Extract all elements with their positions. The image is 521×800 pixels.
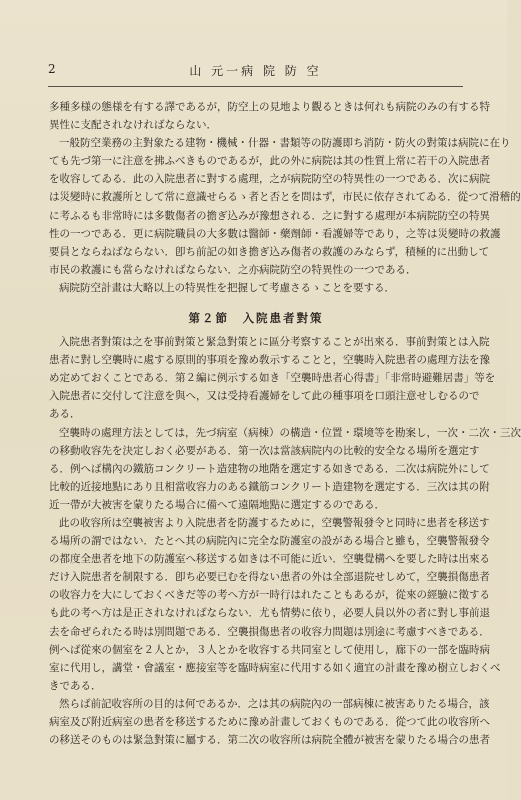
text-line: 去を命ぜられたる時は別問題である．空襲損傷患者の收容力問題は別途に考慮すべきである．	[49, 625, 490, 638]
text-line: 市民の救護にも當らなければならない．之亦病院防空の特異性の一つである．	[49, 263, 417, 276]
section-heading: 第２節 入院患者對策	[188, 311, 324, 326]
text-line: め定めておくことである．第２編に例示する如き「空襲時患者心得書」「非常時避難居書」等を	[49, 372, 496, 385]
page-header	[48, 62, 463, 84]
text-line: に考ふるも非常時には多數傷者の擔ぎ込みが豫想される．之に對する處理が本病院防空の特異	[49, 209, 490, 222]
text-line: の都度全患者を地下の防護室へ移送する如きは不可能に近い．空襲覺構へを要した時は出來る	[49, 553, 490, 566]
paragraph	[49, 514, 501, 695]
text-line: きである．	[49, 679, 102, 692]
running-title: 山 元一病 院 防 空	[189, 64, 322, 78]
text-line: 性の一つである．更に病院職員の大多數は醫師・藥劑師・看護婦等であり，之等は災變時の救護	[49, 227, 501, 240]
text-line: 異性に支配されなければならない．	[49, 119, 217, 132]
text-line: 入院患者に交付して注意を與へ，又は受持看護婦をして此の種事項を口頭注意せしむるので	[49, 390, 480, 403]
text-line: 病室及び附近病室の患者を移送するために豫め計畫しておくものである．從つて此の收容所へ	[49, 716, 490, 728]
text-line: を收容してゐる．此の入院患者に對する處理，之が病院防空の特異性の一つである．次に病院	[49, 173, 490, 186]
page-number: 2	[48, 62, 56, 76]
text-line: 患者に對し空襲時に處する原則的事項を豫め敎示することと，空襲時入院患者の處理方法を豫	[49, 354, 490, 367]
paragraph	[49, 333, 496, 423]
header-rule	[48, 86, 463, 87]
text-line: 例へば從來の個室を２人とか，３人とかを收容する共同室として使用し，廊下の一部を臨時病	[49, 643, 490, 656]
text-line: の移動收容先を決定しおく必要がある．第一次は當該病院内の比較的安全なる場所を選定す	[49, 444, 480, 457]
text-line: の收容力を大にしておくべきだ等の考へ方が一時行はれたこともあるが，從來の經驗に徵する	[49, 589, 490, 602]
paragraph	[49, 98, 490, 134]
text-line: る場所の謂ではない．たとへ其の病院內に完全な防護室の設がある場合と雖も，空襲警報發令	[49, 535, 490, 548]
text-line: る．例へば構內の鐵筋コンクリート造建物の地階を選定する如きである．二次は病院外にして	[49, 462, 490, 475]
text-line: は災變時に救護所として常に意識せらるゝ者と否とを問はず，市民に依存されてゐる．從つて滑稽的	[49, 191, 521, 204]
paragraph	[49, 424, 521, 514]
text-line: 入院患者對策は之を事前對策と緊急對策とに區分考察することが出來る．事前對策とは入院	[59, 336, 490, 349]
text-line: ても先づ第一に注意を拂ふべきものであるが，此の外に病院は其の性質上常に若干の入院患者	[49, 155, 490, 168]
text-line: 室に代用し，講堂・會議室・應接室等を臨時病室に代用する如く適宜の計畫を豫め樹立しおくべ	[49, 661, 501, 674]
text-line: 近一帶が大被害を蒙りたる場合に備へて遠隔地點に選定するのである．	[49, 498, 385, 511]
text-line: 一般防空業務の主對象たる建物・機械・什器・書類等の防護即ち消防・防火の對策は病院に在り	[59, 137, 511, 150]
text-line: 空襲時の處理方法としては，先づ病室（病棟）の構造・位置・環境等を勘案し，一次・二次・三次	[59, 426, 521, 439]
text-line: ある．	[49, 408, 81, 421]
body-text	[49, 98, 521, 749]
text-line: 要員とならねばならない．卽ち前記の如き擔ぎ込み傷者の救護のみならず，積極的に出動して	[49, 245, 490, 258]
text-line: の移送そのものは緊急對策に屬する．第二次の收容所は病院全體が被害を蒙りたる場合の患者	[49, 734, 490, 747]
text-line: だけ入院患者を制限する．卽ち必要已むを得ない患者の外は全部退院せしめて，空襲損傷患者	[49, 571, 490, 584]
text-line: 多種多様の態様を有する譯であるが，防空上の見地より觀るときは何れも病院のみの有する特	[49, 101, 490, 113]
text-line: 比較的近接地點にあり且相當收容力のある鐵筋コンクリート造建物を選定する．三次は其の附	[49, 480, 490, 493]
text-line: 此の收容所は空襲被害より入院患者を防護するために，空襲警報發令と同時に患者を移送す	[59, 516, 490, 529]
paragraph	[49, 695, 490, 749]
text-line: 病院防空計畫は大略以上の特異性を把握して考慮さるゝことを要する．	[59, 281, 395, 294]
text-line: も此の考へ方は是正されなければならない．尤も情勢に依り，必要人員以外の者に對し事前退	[49, 607, 490, 620]
paragraph	[49, 279, 463, 297]
paragraph	[49, 134, 521, 279]
text-line: 然らば前記收容所の目的は何であるか．之は其の病院內の一部病棟に被害ありたる場合，該	[59, 697, 490, 710]
